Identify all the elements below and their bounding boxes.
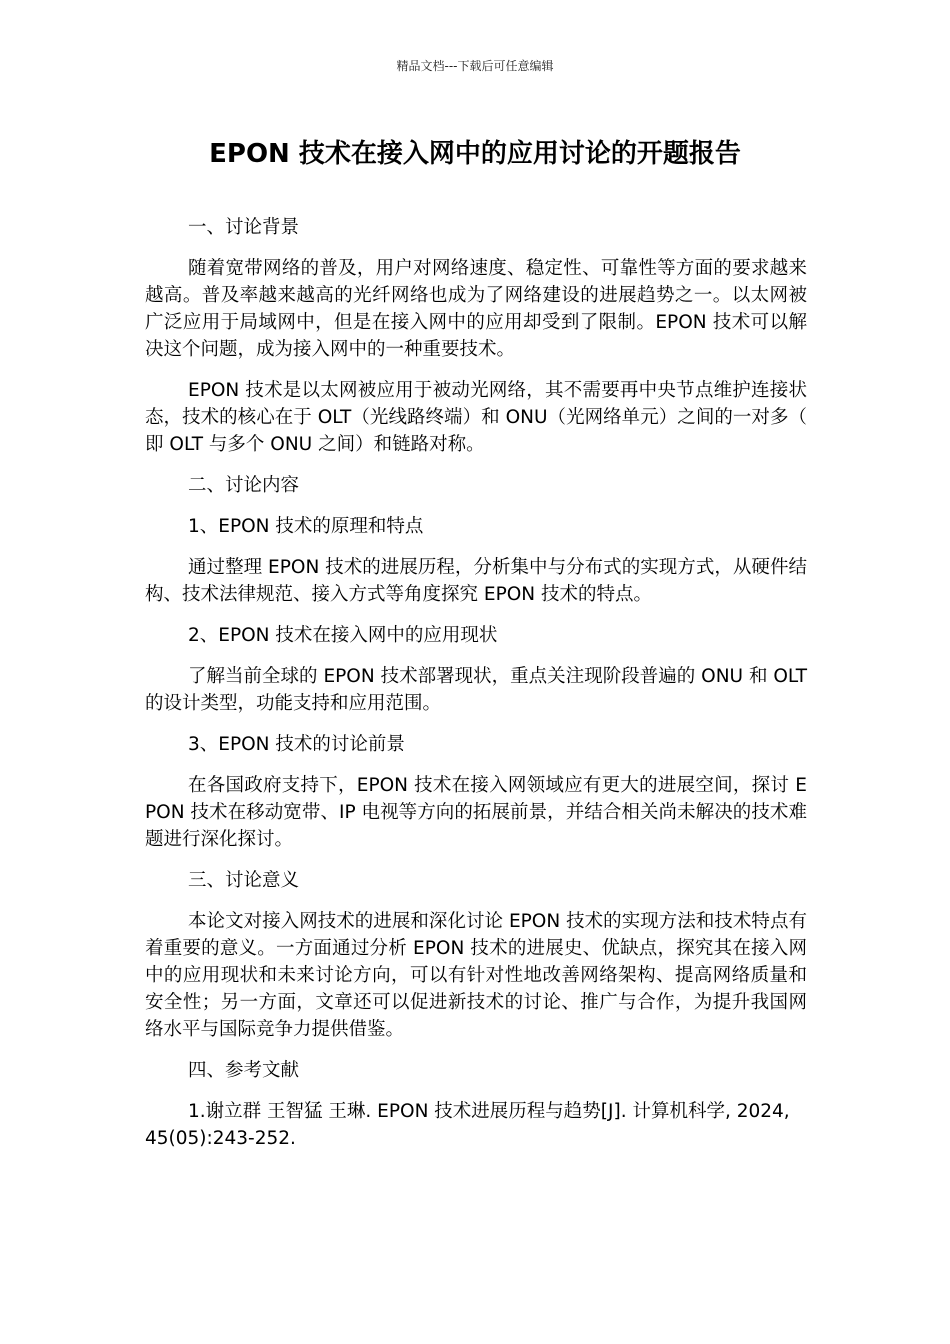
paragraph-background-2: EPON 技术是以太网被应用于被动光网络，其不需要再中央节点维护连接状态，技术的核心在于 OLT（光线路终端）和 ONU（光网络单元）之间的一对多（即 OLT 与多个 ONU 之间）和链路对称。 [145,380,807,455]
paragraph-background-1: 随着宽带网络的普及，用户对网络速度、稳定性、可靠性等方面的要求越来越高。普及率越来越高的光纤网络也成为了网络建设的进展趋势之一。以太网被广泛应用于局域网中，但是在接入网中的应用却受到了限制。EPON 技术可以解决这个问题，成为接入网中的一种重要技术。 [145,258,807,360]
subsection-heading-principles: 1、EPON 技术的原理和特点 [188,516,424,537]
paragraph-principles: 通过整理 EPON 技术的进展历程，分析集中与分布式的实现方式，从硬件结构、技术法律规范、接入方式等角度探究 EPON 技术的特点。 [145,557,807,605]
header-note: 精品文档---下载后可任意编辑 [396,59,554,73]
section-heading-content: 二、讨论内容 [188,475,300,496]
section-heading-background: 一、讨论背景 [188,217,300,238]
subsection-heading-prospects: 3、EPON 技术的讨论前景 [188,734,405,755]
paragraph-significance: 本论文对接入网技术的进展和深化讨论 EPON 技术的实现方法和技术特点有着重要的意义。一方面通过分析 EPON 技术的进展史、优缺点，探究其在接入网中的应用现状和未来讨论方向，可以有针对性地改善网络架构、提高网络质量和安全性；另一方面，文章还可以促进新技术的讨论、推广与合作，为提升我国网络水平与国际竞争力提供借鉴。 [145,911,807,1040]
reference-item: 1.谢立群 王智猛 王琳. EPON 技术进展历程与趋势[J]. 计算机科学, 2024, 45(05):243-252. [145,1101,790,1149]
paragraph-status: 了解当前全球的 EPON 技术部署现状，重点关注现阶段普遍的 ONU 和 OLT 的设计类型，功能支持和应用范围。 [145,666,807,714]
section-heading-significance: 三、讨论意义 [188,870,300,891]
section-heading-references: 四、参考文献 [188,1060,300,1081]
document-body [145,214,807,1152]
document-title: EPON 技术在接入网中的应用讨论的开题报告 [209,139,741,169]
paragraph-prospects: 在各国政府支持下，EPON 技术在接入网领域应有更大的进展空间，探讨 EPON 技术在移动宽带、IP 电视等方向的拓展前景，并结合相关尚未解决的技术难题进行深化探讨。 [145,775,807,850]
subsection-heading-status: 2、EPON 技术在接入网中的应用现状 [188,625,498,646]
